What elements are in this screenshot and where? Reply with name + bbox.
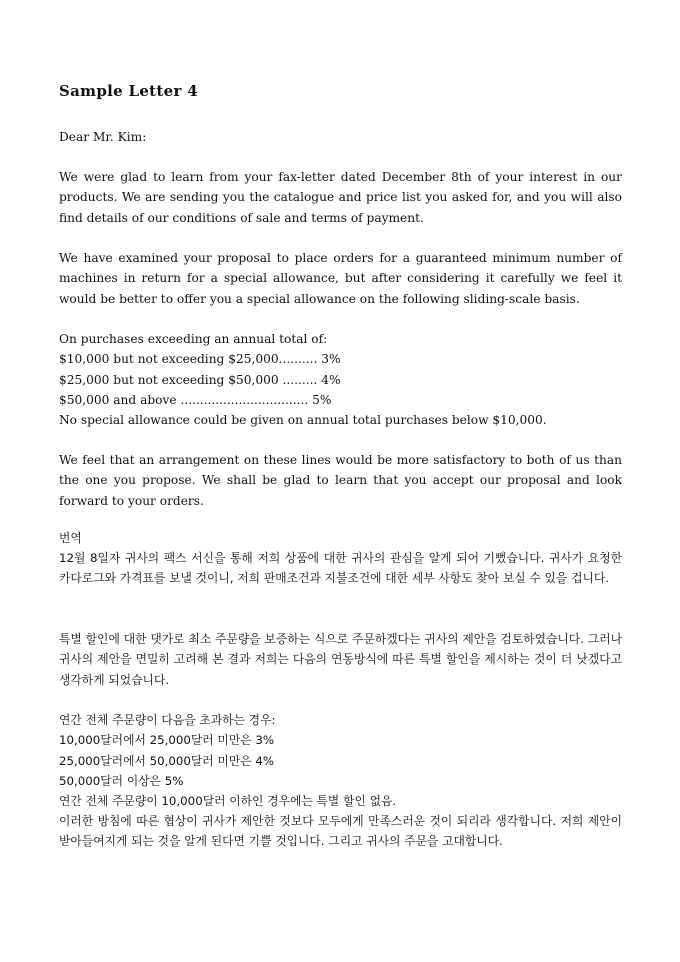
- korean-scale-intro-line: 연간 전체 주문량이 다음을 초과하는 경우:: [59, 713, 276, 727]
- scale-exclusion-line: No special allowance could be given on annual total purchases below $10,000.: [59, 413, 547, 428]
- korean-paragraph-2: 특별 할인에 대한 댓가로 최소 주문량을 보증하는 식으로 주문하겠다는 귀사의 제안을 검토하였습니다. 그러나 귀사의 제안을 면밀히 고려해 본 결과 저희는 다음의 연동방식에 따른 특별 할인을 제시하는 것이 더 낫겠다고 생각하게 되었습니다.: [59, 632, 622, 687]
- english-allowance-scale: [59, 329, 622, 430]
- korean-paragraph-1: 12월 8일자 귀사의 팩스 서신을 통해 저희 상품에 대한 귀사의 관심을 알게 되어 기뻤습니다. 귀사가 요청한 카다로그와 가격표를 보낼 것이니, 저희 판매조건과 지불조건에 대한 세부 사항도 찾아 보실 수 있을 겁니다.: [59, 551, 622, 586]
- korean-scale-tier-2-line: 25,000달러에서 50,000달러 미만은 4%: [59, 753, 275, 768]
- english-paragraph-3: We feel that an arrangement on these lines would be more satisfactory to both of us than the one you propose. We shall be glad to learn that you accept our proposal and look forward to your orders.: [59, 453, 622, 508]
- korean-paragraph-3: 이러한 방침에 따른 협상이 귀사가 제안한 것보다 모두에게 만족스러운 것이 되리라 생각합니다. 저희 제안이 받아들여지게 되는 것을 알게 된다면 기쁠 것입니다. 그리고 귀사의 주문을 고대합니다.: [59, 814, 622, 849]
- scale-tier-2-line: $25,000 but not exceeding $50,000 ......... 4%: [59, 372, 341, 387]
- korean-allowance-scale: [59, 710, 622, 811]
- english-paragraph-2: We have examined your proposal to place orders for a guaranteed minimum number of machines in return for a special allowance, but after considering it carefully we feel it would be better to offer you a special allowance on the following sliding-scale basis.: [59, 251, 622, 306]
- salutation: Dear Mr. Kim:: [59, 130, 147, 144]
- scale-tier-1-line: $10,000 but not exceeding $25,000.......... 3%: [59, 352, 341, 367]
- translation-heading: 번역: [59, 531, 82, 545]
- scale-intro-line: On purchases exceeding an annual total of:: [59, 332, 328, 346]
- scale-tier-3-line: $50,000 and above ................................. 5%: [59, 392, 332, 407]
- korean-scale-tier-3-line: 50,000달러 이상은 5%: [59, 773, 184, 788]
- korean-scale-tier-1-line: 10,000달러에서 25,000달러 미만은 3%: [59, 733, 275, 748]
- korean-scale-exclusion-line: 연간 전체 주문량이 10,000달러 이하인 경우에는 특별 할인 없음.: [59, 794, 397, 809]
- letter-title: Sample Letter 4: [59, 82, 198, 100]
- english-paragraph-1: We were glad to learn from your fax-letter dated December 8th of your interest in our products. We are sending you the catalogue and price list you asked for, and you will also find details of our conditions of sale and terms of payment.: [59, 170, 622, 225]
